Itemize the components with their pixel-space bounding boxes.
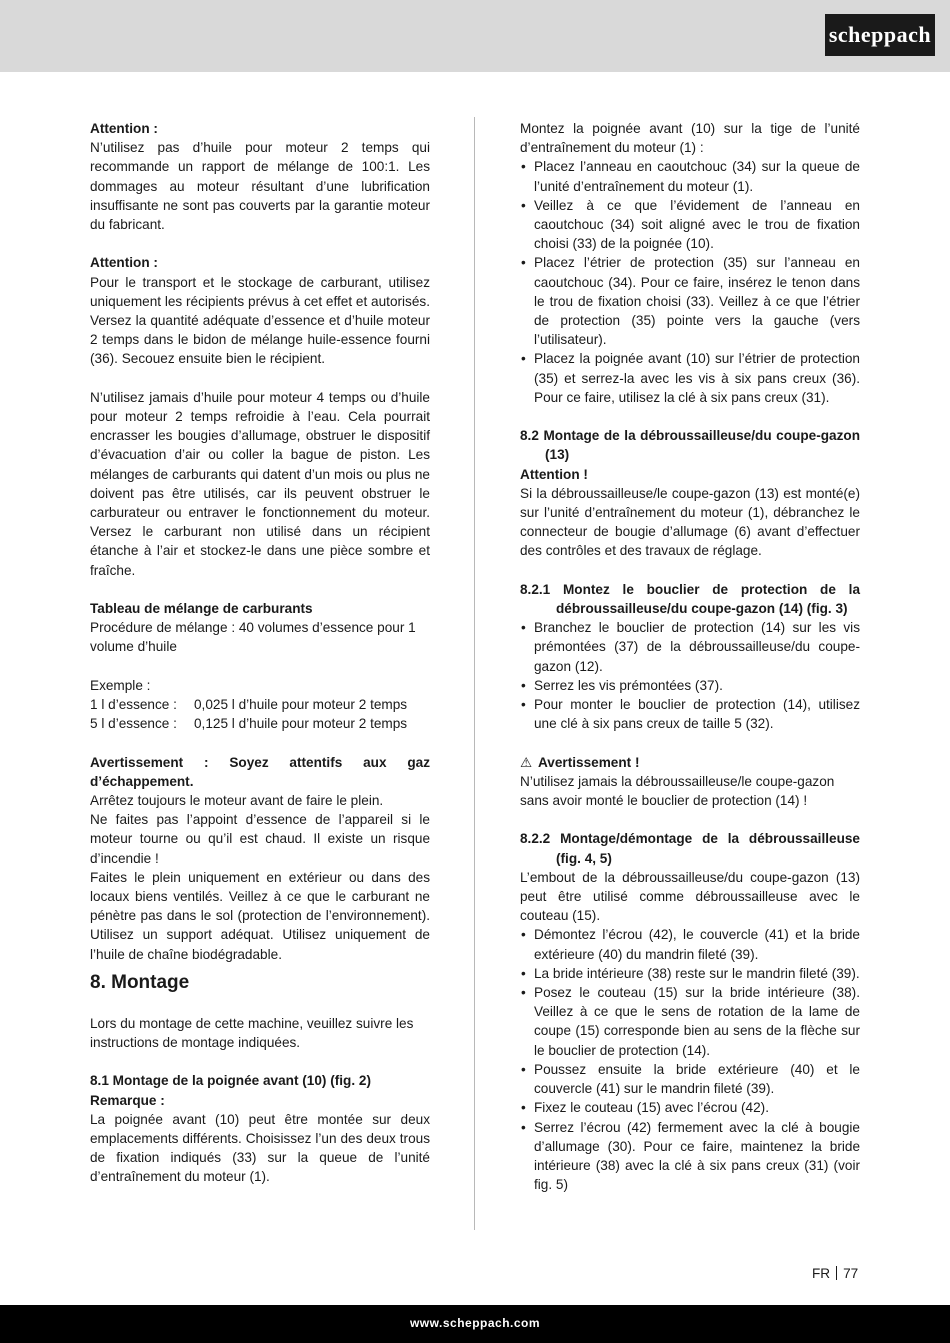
warning-text: N’utilisez jamais la débroussailleuse/le coupe-gazon sans avoir monté le bouclier de protection (14) !: [520, 773, 835, 809]
montage-intro: Lors du montage de cette machine, veuillez suivre les instructions de montage indiquées.: [90, 1015, 414, 1051]
list-item: • Pour monter le bouclier de protection (14), utilisez une clé à six pans creux de taille 5 (32).: [520, 695, 860, 733]
oil-warning-text: N’utilisez jamais d’huile pour moteur 4 temps ou d’huile pour moteur 2 temps refroidie à l’eau. Cela pourrait encrasser les bougies d’allumage, obstruer le dispositif d’évacuation d’air ou coller la bague de piston. Les mélanges de carburants qui datent d’un mois ou plus ne doivent pas être utilisés, car ils peuvent obstruer le carburateur ou entraver le fonctionnement du moteur. Versez le carburant non utilisé dans un récipient étanche à l’air et stockez-le dans une pièce sombre et fraîche.: [90, 389, 430, 578]
list-item: • La bride intérieure (38) reste sur le mandrin fileté (39).: [520, 964, 860, 983]
warning-paragraph: Ne faites pas l’appoint d’essence de l’appareil si le moteur tourne ou qu’il est chaud. Il existe un risque d’incendie !: [90, 812, 430, 866]
section-heading-8-2-2: 8.2.2 Montage/démontage de la débroussailleuse (fig. 4, 5): [520, 831, 860, 866]
section-heading-8-1: 8.1 Montage de la poignée avant (10) (fig. 2): [90, 1073, 371, 1089]
warning-paragraph: Faites le plein uniquement en extérieur ou dans des locaux biens ventilés. Veillez à ce que le carburant ne pénètre pas dans le sol (protection de l’environnement). Utilisez un support adéquat. Utilisez uniquement de l’huile de chaîne biodégradable.: [90, 869, 430, 962]
exhaust-warning-heading: Avertissement : Soyez attentifs aux gaz d’échappement.: [90, 754, 430, 789]
column-divider: [474, 117, 475, 1230]
page-language: FR: [812, 1266, 831, 1281]
list-item: • Veillez à ce que l’évidement de l’anneau en caoutchouc (34) soit aligné avec le trou de fixation choisi (33) de la poignée (10).: [520, 196, 860, 254]
section-heading-8-2: 8.2 Montage de la débroussailleuse/du coupe-gazon (13): [520, 428, 860, 463]
mix-procedure: Procédure de mélange : 40 volumes d’essence pour 1 volume d’huile: [90, 620, 416, 655]
warning-paragraph: Arrêtez toujours le moteur avant de faire le plein.: [90, 793, 384, 809]
scheppach-logo: [825, 14, 935, 56]
mix-row-fuel: 1 l d’essence :: [90, 697, 177, 713]
mix-row-oil: 0,125 l d’huile pour moteur 2 temps: [194, 716, 408, 732]
footer-url[interactable]: www.scheppach.com: [409, 1316, 541, 1331]
section-title-montage: 8. Montage: [90, 971, 190, 993]
mix-row-oil: 0,025 l d’huile pour moteur 2 temps: [194, 697, 408, 713]
list-item: • Posez le couteau (15) sur la bride intérieure (38). Veillez à ce que le sens de rotation de la lame de coupe (15) corresponde bien au sens de la flèche sur le bouclier de protection (14).: [520, 983, 860, 1060]
page-number-separator: [836, 1266, 837, 1280]
section-heading-8-2-1: 8.2.1 Montez le bouclier de protection de la débroussailleuse/du coupe-gazon (14) (fig. 3): [520, 581, 860, 617]
list-item: • Serrez les vis prémontées (37).: [520, 676, 860, 695]
section-8-2-2-text: L’embout de la débroussailleuse/du coupe-gazon (13) peut être utilisé comme débroussailleuse avec le couteau (15).: [520, 869, 860, 924]
list-item: • Fixez le couteau (15) avec l’écrou (42).: [520, 1098, 860, 1117]
attention-heading: Attention :: [90, 121, 158, 136]
list-item: • Serrez l’écrou (42) fermement avec la clé à bougie d’allumage (30). Pour ce faire, maintenez la bride intérieure (38) avec la clé à six pans creux (31) (voir fig. 5): [520, 1118, 860, 1195]
mix-row: [90, 714, 430, 733]
mix-row-fuel: 5 l d’essence :: [90, 716, 177, 732]
handle-intro: Montez la poignée avant (10) sur la tige de l’unité d’entraînement du moteur (1) :: [520, 121, 860, 156]
list-item: • Placez la poignée avant (10) sur l’étrier de protection (35) et serrez-la avec les vis à six pans creux (36). Pour ce faire, utilisez la clé à six pans creux (31).: [520, 349, 860, 407]
warning-heading-label: Avertissement !: [538, 754, 640, 770]
attention-text: Pour le transport et le stockage de carburant, utilisez uniquement les récipients prévus à cet effet et autorisés. Versez la quantité adéquate d’essence et d’huile moteur 2 temps dans le bidon de mélange huile-essence fourni (36). Secouez ensuite bien le récipient.: [90, 274, 430, 367]
list-item: • Placez l’étrier de protection (35) sur l’anneau en caoutchouc (34). Pour ce faire, insérez le tenon dans le trou de fixation choisi (33). Veillez à ce que l’étrier de protection (35) pointe vers la gauche (vers l’utilisateur).: [520, 253, 860, 349]
remark-heading: Remarque :: [90, 1092, 165, 1108]
list-item: • Placez l’anneau en caoutchouc (34) sur la queue de l’unité d’entraînement du moteur (1).: [520, 157, 860, 195]
attention-heading: Attention :: [90, 255, 158, 271]
warning-triangle-icon: ⚠: [520, 754, 533, 770]
list-item: • Démontez l’écrou (42), le couvercle (41) et la bride extérieure (40) du mandrin fileté (39).: [520, 925, 860, 963]
mix-row: [90, 695, 430, 714]
page-number-value: 77: [843, 1266, 859, 1281]
handle-steps-list: [520, 157, 860, 407]
section-8-2-text: Si la débroussailleuse/le coupe-gazon (13) est monté(e) sur l’unité d’entraînement du moteur (1), débranchez le connecteur de bougie d’allumage (6) avant d’effectuer des contrôles et des travaux de réglage.: [520, 485, 860, 559]
header-band: [0, 0, 950, 72]
attention-text: N’utilisez pas d’huile pour moteur 2 temps qui recommande un rapport de mélange de 100:1. Les dommages au moteur résultant d’une lubrification insuffisante ne sont pas couverts par la garantie moteur du fabricant.: [90, 140, 430, 233]
footer-band: [0, 1305, 950, 1343]
shield-steps-list: [520, 618, 860, 733]
list-item: • Poussez ensuite la bride extérieure (40) et le couvercle (41) sur le mandrin fileté (39).: [520, 1060, 860, 1098]
left-column: [90, 119, 430, 1187]
logo-text: scheppach: [828, 22, 932, 48]
warning-heading: [520, 753, 860, 772]
page-number: [812, 1264, 858, 1283]
list-item: • Branchez le bouclier de protection (14) sur les vis prémontées (37) de la débroussailleuse/du coupe-gazon (12).: [520, 618, 860, 676]
section-8-1-text: La poignée avant (10) peut être montée sur deux emplacements différents. Choisissez l’un des deux trous de fixation indiqués (33) sur la queue de l’unité d’entraînement du moteur (1).: [90, 1111, 430, 1185]
attention-heading: Attention !: [520, 466, 588, 482]
blade-steps-list: [520, 925, 860, 1194]
example-label: Exemple :: [90, 677, 151, 693]
right-column: [520, 119, 860, 1194]
mix-table-title: Tableau de mélange de carburants: [90, 601, 313, 617]
